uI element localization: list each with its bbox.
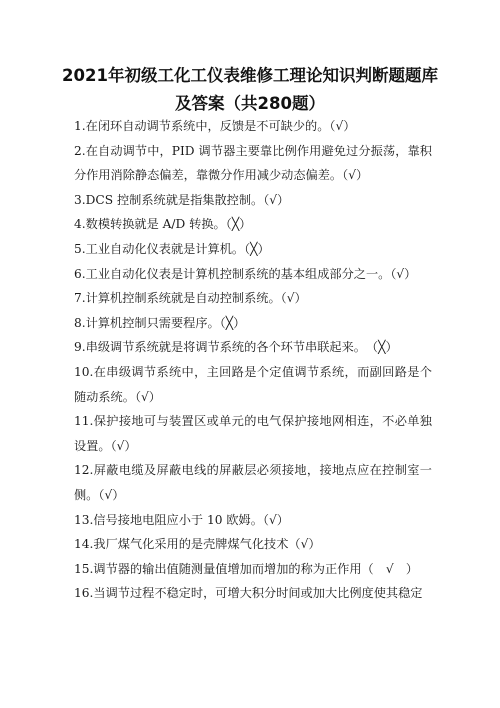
question-item: 15.调节器的输出值随测量值增加而增加的称为正作用（ √ ） bbox=[74, 561, 419, 576]
question-item: 12.屏蔽电缆及屏蔽电线的屏蔽层必须接地，接地点应在控制室一侧。（√） bbox=[74, 463, 432, 502]
question-item: 8.计算机控制只需要程序。（╳） bbox=[74, 315, 246, 330]
question-item: 6.工业自动化仪表是计算机控制系统的基本组成部分之一。（√） bbox=[74, 266, 417, 281]
question-item: 10.在串级调节系统中，主回路是个定值调节系统，而副回路是个随动系统。（√） bbox=[74, 364, 432, 404]
question-item: 14.我厂煤气化采用的是壳牌煤气化技术（√） bbox=[74, 537, 321, 552]
question-item: 2.在自动调节中，PID 调节器主要靠比例作用避免过分振荡，靠积分作用消除静态偏差，靠微分作用减少动态偏差。（√） bbox=[74, 143, 432, 183]
document-title: 2021年初级工化工仪表维修工理论知识判断题题库 bbox=[62, 66, 438, 85]
question-item: 3.DCS 控制系统就是指集散控制。（√） bbox=[74, 192, 290, 207]
question-item: 1.在闭环自动调节系统中，反馈是不可缺少的。（√） bbox=[74, 119, 356, 133]
question-item: 16.当调节过程不稳定时，可增大积分时间或加大比例度使其稳定 bbox=[74, 586, 423, 601]
question-item: 7.计算机控制系统就是自动控制系统。（√） bbox=[74, 291, 307, 306]
question-item: 11.保护接地可与装置区或单元的电气保护接地网相连，不必单独设置。（√） bbox=[74, 414, 432, 453]
question-item: 4.数模转换就是 A/D 转换。（╳） bbox=[74, 217, 252, 232]
question-item: 9.串级调节系统就是将调节系统的各个环节串联起来。 （╳） bbox=[74, 340, 398, 355]
question-list bbox=[74, 114, 432, 606]
question-item: 5.工业自动化仪表就是计算机。（╳） bbox=[74, 241, 270, 256]
document-subtitle: 及答案（共280题） bbox=[175, 94, 325, 113]
question-item: 13.信号接地电阻应小于 10 欧姆。（√） bbox=[74, 512, 289, 527]
